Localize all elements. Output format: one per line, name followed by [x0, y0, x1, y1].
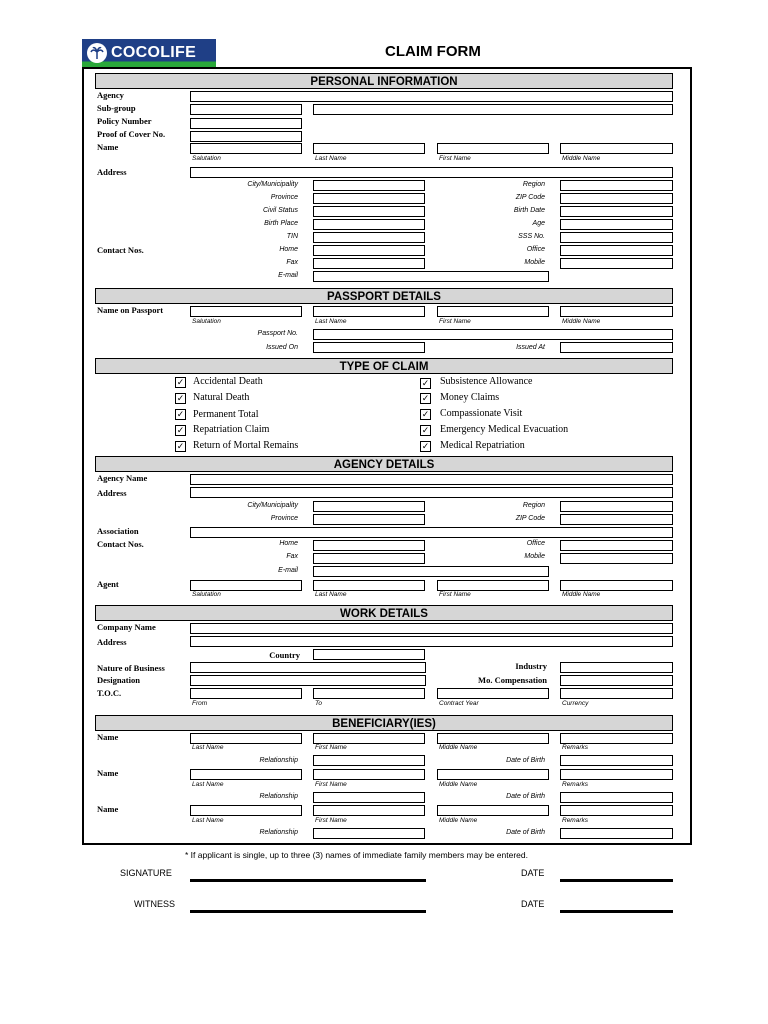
beneficiary-name-label: Name [97, 804, 119, 814]
city-field[interactable] [313, 180, 425, 191]
mobile-label: Mobile [524, 259, 545, 266]
claim-checkbox[interactable]: ✓ [176, 409, 185, 419]
claim-option: Repatriation Claim [193, 424, 270, 435]
middle-name-field[interactable] [560, 143, 673, 154]
birth-place-label: Birth Place [264, 220, 298, 227]
claim-option: Accidental Death [193, 376, 263, 387]
industry-field[interactable] [560, 662, 673, 673]
agency-home-field[interactable] [313, 540, 425, 551]
city-label: City/Municipality [247, 502, 298, 509]
middle-name-caption: Middle Name [439, 781, 478, 788]
beneficiary-3-relationship[interactable] [313, 828, 425, 839]
region-field[interactable] [560, 180, 673, 191]
beneficiary-3-middle-name[interactable] [437, 805, 549, 816]
policy-number-label: Policy Number [97, 116, 152, 126]
zip-field[interactable] [560, 193, 673, 204]
agent-middle-name-field[interactable] [560, 580, 673, 591]
subgroup-field[interactable] [190, 104, 302, 115]
contract-year-caption: Contract Year [439, 700, 479, 707]
dob-label: Date of Birth [506, 829, 545, 836]
agent-salutation-field[interactable] [190, 580, 302, 591]
agency-province-field[interactable] [313, 514, 425, 525]
beneficiary-2-dob[interactable] [560, 792, 673, 803]
industry-label: Industry [515, 661, 547, 671]
agency-name-field[interactable] [190, 474, 673, 485]
home-label: Home [279, 246, 298, 253]
salutation-field[interactable] [190, 143, 302, 154]
birth-date-field[interactable] [560, 206, 673, 217]
toc-label: T.O.C. [97, 688, 122, 698]
section-type-of-claim: TYPE OF CLAIM [95, 358, 673, 374]
province-label: Province [270, 194, 298, 201]
toc-from-field[interactable] [190, 688, 302, 699]
city-label: City/Municipality [247, 181, 298, 188]
palm-tree-icon [87, 43, 107, 63]
middle-name-caption: Middle Name [439, 744, 478, 751]
last-name-caption: Last Name [192, 781, 224, 788]
middle-name-caption: Middle Name [439, 817, 478, 824]
designation-label: Designation [97, 675, 140, 685]
first-name-caption: First Name [315, 781, 347, 788]
beneficiary-1-dob[interactable] [560, 755, 673, 766]
last-name-caption: Last Name [315, 591, 347, 598]
first-name-caption: First Name [315, 744, 347, 751]
agent-label: Agent [97, 579, 119, 589]
witness-line[interactable] [190, 910, 426, 913]
mo-compensation-field[interactable] [560, 675, 673, 686]
province-label: Province [270, 515, 298, 522]
name-on-passport-label: Name on Passport [97, 305, 164, 315]
toc-to-field[interactable] [313, 688, 425, 699]
address-field[interactable] [190, 167, 673, 178]
currency-field[interactable] [560, 688, 673, 699]
section-agency-details: AGENCY DETAILS [95, 456, 673, 472]
date-label: DATE [521, 868, 545, 878]
office-label: Office [526, 246, 545, 253]
civil-status-label: Civil Status [262, 207, 298, 214]
subgroup-field-2[interactable] [313, 104, 673, 115]
relationship-label: Relationship [259, 793, 298, 800]
agency-zip-field[interactable] [560, 514, 673, 525]
beneficiary-1-first-name[interactable] [313, 733, 425, 744]
section-work-details: WORK DETAILS [95, 605, 673, 621]
age-label: Age [532, 220, 545, 227]
office-phone-field[interactable] [560, 245, 673, 256]
from-caption: From [192, 700, 208, 707]
home-label: Home [279, 540, 298, 547]
signature-label: SIGNATURE [120, 868, 172, 878]
first-name-caption: First Name [315, 817, 347, 824]
relationship-label: Relationship [259, 829, 298, 836]
company-address-field[interactable] [190, 636, 673, 647]
beneficiary-2-middle-name[interactable] [437, 769, 549, 780]
beneficiary-name-label: Name [97, 768, 119, 778]
claim-checkbox[interactable]: ✓ [421, 441, 430, 451]
company-name-field[interactable] [190, 623, 673, 634]
email-label: E-mail [278, 567, 298, 574]
salutation-caption: Salutation [192, 155, 221, 162]
salutation-caption: Salutation [192, 591, 221, 598]
region-label: Region [522, 502, 545, 509]
claim-checkbox[interactable]: ✓ [421, 393, 430, 403]
form-title: CLAIM FORM [385, 43, 481, 60]
subgroup-label: Sub-group [97, 103, 136, 113]
agency-contact-label: Contact Nos. [97, 539, 144, 549]
claim-checkbox[interactable]: ✓ [421, 409, 430, 419]
cocolife-logo [82, 39, 216, 67]
agent-first-name-field[interactable] [437, 580, 549, 591]
claim-checkbox[interactable]: ✓ [421, 378, 430, 388]
nature-of-business-label: Nature of Business [97, 663, 165, 673]
claim-option: Medical Repatriation [440, 440, 525, 451]
last-name-caption: Last Name [192, 817, 224, 824]
association-label: Association [97, 526, 139, 536]
contact-label: Contact Nos. [97, 245, 144, 255]
claim-checkbox[interactable]: ✓ [176, 441, 185, 451]
sss-field[interactable] [560, 232, 673, 243]
sss-label: SSS No. [518, 233, 545, 240]
claim-option: Subsistence Allowance [440, 376, 533, 387]
name-label: Name [97, 142, 119, 152]
fax-field[interactable] [313, 258, 425, 269]
email-label: E-mail [278, 272, 298, 279]
salutation-caption: Salutation [192, 318, 221, 325]
section-personal-information: PERSONAL INFORMATION [95, 73, 673, 89]
dob-label: Date of Birth [506, 757, 545, 764]
office-label: Office [526, 540, 545, 547]
designation-field[interactable] [190, 675, 426, 686]
first-name-caption: First Name [439, 591, 471, 598]
beneficiary-1-last-name[interactable] [190, 733, 302, 744]
agent-last-name-field[interactable] [313, 580, 425, 591]
last-name-caption: Last Name [315, 318, 347, 325]
single-applicant-note: * If applicant is single, up to three (3) names of immediate family members may be entered. [185, 850, 528, 860]
age-field[interactable] [560, 219, 673, 230]
first-name-caption: First Name [439, 318, 471, 325]
agency-name-label: Agency Name [97, 473, 148, 483]
company-address-label: Address [97, 637, 127, 647]
passport-salutation-field[interactable] [190, 306, 302, 317]
signature-date-line[interactable] [560, 879, 673, 882]
passport-first-name-field[interactable] [437, 306, 549, 317]
to-caption: To [315, 700, 322, 707]
issued-on-field[interactable] [313, 342, 425, 353]
first-name-caption: First Name [439, 155, 471, 162]
beneficiary-3-first-name[interactable] [313, 805, 425, 816]
last-name-caption: Last Name [192, 744, 224, 751]
beneficiary-3-dob[interactable] [560, 828, 673, 839]
claim-option: Emergency Medical Evacuation [440, 424, 569, 435]
claim-checkbox[interactable]: ✓ [176, 425, 185, 435]
issued-at-field[interactable] [560, 342, 673, 353]
remarks-caption: Remarks [562, 781, 589, 788]
last-name-caption: Last Name [315, 155, 347, 162]
relationship-label: Relationship [259, 757, 298, 764]
country-field[interactable] [313, 649, 425, 660]
policy-number-field[interactable] [190, 118, 302, 129]
tin-label: TIN [286, 233, 298, 240]
witness-label: WITNESS [134, 899, 176, 909]
date-label: DATE [521, 899, 545, 909]
last-name-field[interactable] [313, 143, 425, 154]
remarks-caption: Remarks [562, 744, 589, 751]
beneficiary-2-last-name[interactable] [190, 769, 302, 780]
witness-date-line[interactable] [560, 910, 673, 913]
claim-option: Natural Death [193, 392, 250, 403]
association-field[interactable] [190, 527, 673, 538]
beneficiary-1-middle-name[interactable] [437, 733, 549, 744]
mobile-label: Mobile [524, 553, 545, 560]
beneficiary-1-remarks[interactable] [560, 733, 673, 744]
claim-checkbox[interactable]: ✓ [421, 425, 430, 435]
zip-label: ZIP Code [515, 515, 545, 522]
agency-label: Agency [97, 90, 124, 100]
agency-office-field[interactable] [560, 540, 673, 551]
passport-no-field[interactable] [313, 329, 673, 340]
beneficiary-2-remarks[interactable] [560, 769, 673, 780]
fax-label: Fax [286, 553, 298, 560]
middle-name-caption: Middle Name [562, 591, 601, 598]
section-beneficiaries: BENEFICIARY(IES) [95, 715, 673, 731]
contract-year-field[interactable] [437, 688, 549, 699]
middle-name-caption: Middle Name [562, 318, 601, 325]
claim-option: Money Claims [440, 392, 500, 403]
zip-label: ZIP Code [515, 194, 545, 201]
passport-middle-name-field[interactable] [560, 306, 673, 317]
first-name-field[interactable] [437, 143, 549, 154]
beneficiary-3-last-name[interactable] [190, 805, 302, 816]
claim-option: Return of Mortal Remains [193, 440, 299, 451]
passport-no-label: Passport No. [257, 330, 298, 337]
claim-checkbox[interactable]: ✓ [176, 377, 185, 387]
mo-compensation-label: Mo. Compensation [478, 675, 547, 685]
beneficiary-2-relationship[interactable] [313, 792, 425, 803]
dob-label: Date of Birth [506, 793, 545, 800]
home-phone-field[interactable] [313, 245, 425, 256]
birth-place-field[interactable] [313, 219, 425, 230]
agency-address-field[interactable] [190, 487, 673, 498]
nature-of-business-field[interactable] [190, 662, 426, 673]
address-label: Address [97, 167, 127, 177]
email-field[interactable] [313, 271, 549, 282]
country-label: Country [269, 650, 300, 660]
proof-of-cover-label: Proof of Cover No. [97, 129, 166, 139]
agency-fax-field[interactable] [313, 553, 425, 564]
beneficiary-2-first-name[interactable] [313, 769, 425, 780]
region-label: Region [522, 181, 545, 188]
passport-last-name-field[interactable] [313, 306, 425, 317]
issued-on-label: Issued On [266, 344, 298, 351]
beneficiary-name-label: Name [97, 732, 119, 742]
signature-line[interactable] [190, 879, 426, 882]
beneficiary-3-remarks[interactable] [560, 805, 673, 816]
company-name-label: Company Name [97, 622, 156, 632]
middle-name-caption: Middle Name [562, 155, 601, 162]
beneficiary-1-relationship[interactable] [313, 755, 425, 766]
section-passport-details: PASSPORT DETAILS [95, 288, 673, 304]
currency-caption: Currency [562, 700, 589, 707]
claim-checkbox[interactable]: ✓ [176, 393, 185, 403]
issued-at-label: Issued At [516, 344, 545, 351]
province-field[interactable] [313, 193, 425, 204]
tin-field[interactable] [313, 232, 425, 243]
claim-option: Permanent Total [193, 409, 259, 420]
agency-address-label: Address [97, 488, 127, 498]
claim-option: Compassionate Visit [440, 408, 523, 419]
agency-field[interactable] [190, 91, 673, 102]
civil-status-field[interactable] [313, 206, 425, 217]
agency-city-field[interactable] [313, 501, 425, 512]
agency-mobile-field[interactable] [560, 553, 673, 564]
remarks-caption: Remarks [562, 817, 589, 824]
agency-email-field[interactable] [313, 566, 549, 577]
mobile-field[interactable] [560, 258, 673, 269]
birth-date-label: Birth Date [513, 207, 545, 214]
brand-name: COCOLIFE [111, 44, 197, 61]
agency-region-field[interactable] [560, 501, 673, 512]
proof-of-cover-field[interactable] [190, 131, 302, 142]
fax-label: Fax [286, 259, 298, 266]
